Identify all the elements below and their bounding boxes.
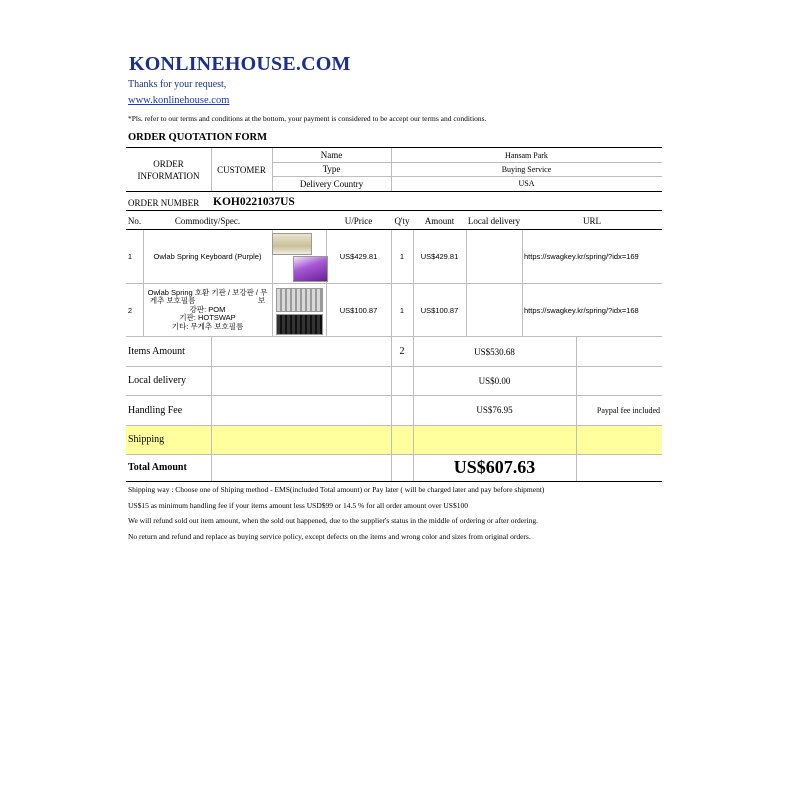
amount: US$429.81 xyxy=(420,252,459,261)
row-number: 2 xyxy=(127,305,133,315)
items-amount-value: US$530.68 xyxy=(474,346,515,357)
handling-fee-label: Handling Fee xyxy=(128,404,183,416)
order-number-value: KOH0221037US xyxy=(213,196,295,208)
items-count: 2 xyxy=(399,346,405,357)
product-url[interactable]: https://swagkey.kr/spring/?idx=169 xyxy=(524,252,639,261)
terms-line: No return and refund and replace as buying service policy, except defects on the items and wrong color and sizes from original orders. xyxy=(128,532,531,541)
items-amount-label: Items Amount xyxy=(128,346,185,357)
form-title: ORDER QUOTATION FORM xyxy=(128,132,268,143)
order-info-label: ORDER INFORMATION xyxy=(137,158,200,181)
delivery-country-value: USA xyxy=(518,179,535,188)
quantity: 1 xyxy=(399,252,405,261)
brand-title: KONLINEHOUSE.COM xyxy=(129,53,351,75)
local-delivery-value: US$0.00 xyxy=(478,375,511,386)
local-delivery xyxy=(466,284,522,336)
product-image xyxy=(276,288,323,312)
row-number: 1 xyxy=(127,252,133,261)
local-delivery xyxy=(466,230,522,283)
product-image xyxy=(276,314,323,335)
product-url[interactable]: https://swagkey.kr/spring/?idx=168 xyxy=(524,305,639,315)
terms-notice: *Pls. refer to our terms and conditions at the bottom, your payment is considered to be accept our terms and conditions. xyxy=(128,114,487,123)
col-header-unit-price: U/Price xyxy=(344,215,373,226)
col-header-commodity: Commodity/Spec. xyxy=(174,215,241,226)
terms-line: We will refund sold out item amount, when the sold out happened, due to the supplier's status in the middle of ordering or after ordering. xyxy=(128,516,539,525)
shipping-value xyxy=(413,425,576,454)
thanks-text: Thanks for your request, xyxy=(128,79,227,90)
col-header-no: No. xyxy=(127,215,142,226)
quantity: 1 xyxy=(399,305,405,315)
delivery-country-label: Delivery Country xyxy=(299,178,364,189)
unit-price: US$429.81 xyxy=(339,252,378,261)
col-header-url: URL xyxy=(583,215,601,226)
local-delivery-label: Local delivery xyxy=(128,375,187,386)
commodity-name: Owlab Spring Keyboard (Purple) xyxy=(153,252,262,261)
name-label: Name xyxy=(320,150,343,160)
type-label: Type xyxy=(322,164,341,174)
product-image xyxy=(272,233,312,255)
unit-price: US$100.87 xyxy=(339,305,378,315)
amount: US$100.87 xyxy=(420,305,459,315)
col-header-qty: Q'ty xyxy=(394,215,410,226)
name-value: Hansam Park xyxy=(505,150,548,160)
order-number-label: ORDER NUMBER xyxy=(128,198,200,208)
total-amount-value: US$607.63 xyxy=(453,457,536,477)
product-image xyxy=(293,256,328,282)
customer-label: CUSTOMER xyxy=(217,164,266,175)
commodity-spec: Owlab Spring 호환 기판 / 보강판 / 무 게추 보호필름 보 강판: POM 기판: HOTSWAP 기타: 무게추 보호필름 xyxy=(147,287,268,331)
handling-fee-note: Paypal fee included xyxy=(596,405,660,415)
type-value: Buying Service xyxy=(501,164,552,174)
total-amount-label: Total Amount xyxy=(128,462,187,473)
terms-line: US$15 as minimum handling fee if your items amount less USD$99 or 14.5 % for all order amount over US$100 xyxy=(128,501,468,510)
website-link[interactable]: www.konlinehouse.com xyxy=(128,95,230,106)
col-header-amount: Amount xyxy=(424,215,455,226)
col-header-local-delivery: Local delivery xyxy=(467,215,521,226)
handling-fee-value: US$76.95 xyxy=(476,405,513,415)
shipping-label: Shipping xyxy=(128,434,165,445)
terms-line: Shipping way : Choose one of Shiping method - EMS(included Total amount) or Pay later ( will be charged later and pay before shipment) xyxy=(128,485,545,494)
